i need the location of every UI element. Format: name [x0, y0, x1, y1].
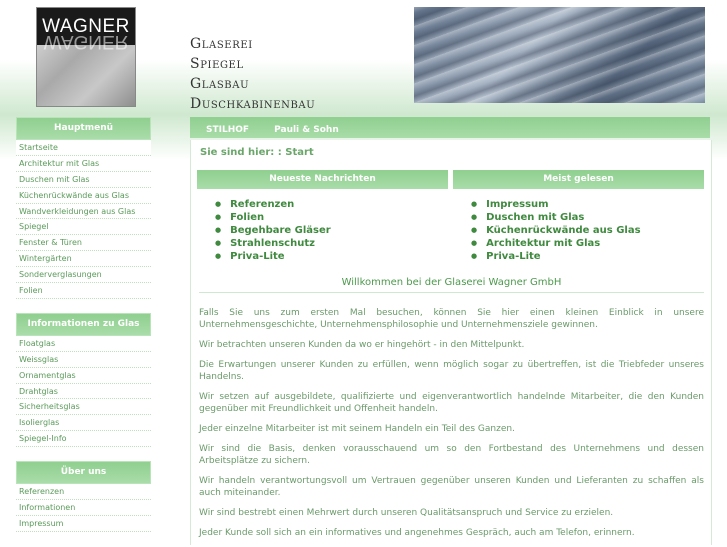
sidebar-item-drahtglas[interactable]: Drahtglas [16, 384, 151, 400]
hero-glass-image [414, 7, 705, 103]
logo-text: WAGNER [42, 16, 130, 37]
main-content [190, 140, 712, 545]
tagline-line: Duschkabinenbau [190, 96, 316, 112]
popular-item[interactable]: ● Architektur mit Glas [471, 237, 641, 250]
tagline-line: Spiegel [190, 56, 244, 72]
top-nav-link-pauli-sohn[interactable]: Pauli & Sohn [274, 125, 339, 135]
news-item[interactable]: ● Referenzen [215, 198, 331, 211]
popular-item[interactable]: ● Impressum [471, 198, 641, 211]
top-nav-bar [190, 117, 710, 138]
sidebar-item-spiegel-info[interactable]: Spiegel-Info [16, 431, 151, 447]
popular-item[interactable]: ● Küchenrückwände aus Glas [471, 224, 641, 237]
sidebar-item-referenzen[interactable]: Referenzen [16, 484, 151, 500]
sidebar-item-spiegel[interactable]: Spiegel [16, 219, 151, 235]
sidebar-item-weissglas[interactable]: Weissglas [16, 352, 151, 368]
sidebar-item-architektur[interactable]: Architektur mit Glas [16, 156, 151, 172]
news-heading: Neueste Nachrichten [197, 170, 448, 189]
paragraph: Falls Sie uns zum ersten Mal besuchen, können Sie hier einen kleinen Einblick in unsere Unternehmensgeschichte, Unternehmensphilosophie und Unternehmensziele gewinnen. [199, 308, 704, 330]
news-item[interactable]: ● Priva-Lite [215, 250, 331, 263]
sidebar [16, 117, 151, 532]
tagline-line: Glasbau [190, 76, 250, 92]
sidebar-item-sonderverglasungen[interactable]: Sonderverglasungen [16, 267, 151, 283]
sidebar-item-sicherheitsglas[interactable]: Sicherheitsglas [16, 399, 151, 415]
sidebar-item-isolierglas[interactable]: Isolierglas [16, 415, 151, 431]
sidebar-item-folien[interactable]: Folien [16, 283, 151, 299]
about-us-list [16, 484, 151, 532]
paragraph: Wir sind die Basis, denken vorausschauend um so den Fortbestand des Unternehmens und dessen Arbeitsplätze zu sichern. [199, 444, 704, 466]
sidebar-item-kuechenrueckwaende[interactable]: Küchenrückwände aus Glas [16, 188, 151, 204]
tagline-line: Glaserei [190, 36, 253, 52]
popular-heading: Meist gelesen [453, 170, 704, 189]
news-item[interactable]: ● Begehbare Gläser [215, 224, 331, 237]
intro-text [199, 307, 704, 547]
breadcrumb: Sie sind hier: : Start [200, 147, 314, 158]
welcome-heading: Willkommen bei der Glaserei Wagner GmbH [199, 277, 704, 293]
sidebar-item-informationen[interactable]: Informationen [16, 500, 151, 516]
paragraph: Jeder Kunde soll sich an ein informatives und angenehmes Gespräch, auch am Telefon, erinnern. [199, 528, 635, 538]
company-logo[interactable] [36, 7, 136, 107]
sidebar-spacer [16, 447, 151, 461]
sidebar-item-fenster-tueren[interactable]: Fenster & Türen [16, 235, 151, 251]
popular-list [471, 198, 641, 263]
paragraph: Wir sind bestrebt einen Mehrwert durch unseren Qualitätsanspruch und Service zu erzielen. [199, 508, 614, 518]
top-nav-link-stilhof[interactable]: STILHOF [206, 125, 250, 135]
paragraph: Jeder einzelne Mitarbeiter ist mit seinem Handeln ein Teil des Ganzen. [199, 424, 515, 434]
paragraph: Wir handeln verantwortungsvoll um Vertrauen gegenüber unseren Kunden und Lieferanten zu schaffen als auch miteinander. [199, 476, 704, 498]
sidebar-item-floatglas[interactable]: Floatglas [16, 336, 151, 352]
news-list [215, 198, 331, 263]
glass-info-list [16, 336, 151, 447]
sidebar-heading-glass-info: Informationen zu Glas [16, 313, 151, 336]
tagline [190, 34, 315, 114]
main-menu-list [16, 140, 151, 299]
sidebar-heading-about-us: Über uns [16, 461, 151, 484]
sidebar-item-duschen[interactable]: Duschen mit Glas [16, 172, 151, 188]
news-item[interactable]: ● Strahlenschutz [215, 237, 331, 250]
sidebar-item-impressum[interactable]: Impressum [16, 516, 151, 532]
sidebar-spacer [16, 299, 151, 313]
sidebar-item-wandverkleidungen[interactable]: Wandverkleidungen aus Glas [16, 204, 151, 220]
paragraph: Wir setzen auf ausgebildete, qualifizierte und eigenverantwortlich handelnde Mitarbeiter, die den Kunden gegenüber mit Freundlichkeit und Offenheit handeln. [199, 392, 704, 414]
logo-reflection: WAGNER [43, 31, 129, 52]
paragraph: Wir betrachten unseren Kunden da wo er hingehört - in den Mittelpunkt. [199, 340, 525, 350]
sidebar-heading-main-menu: Hauptmenü [16, 117, 151, 140]
popular-item[interactable]: ● Duschen mit Glas [471, 211, 641, 224]
popular-item[interactable]: ● Priva-Lite [471, 250, 641, 263]
sidebar-item-startseite[interactable]: Startseite [16, 140, 151, 156]
sidebar-item-ornamentglas[interactable]: Ornamentglas [16, 368, 151, 384]
paragraph: Die Erwartungen unserer Kunden zu erfüllen, wenn möglich sogar zu übertreffen, ist die Triebfeder unseres Handelns. [199, 360, 704, 382]
sidebar-item-wintergaerten[interactable]: Wintergärten [16, 251, 151, 267]
news-item[interactable]: ● Folien [215, 211, 331, 224]
